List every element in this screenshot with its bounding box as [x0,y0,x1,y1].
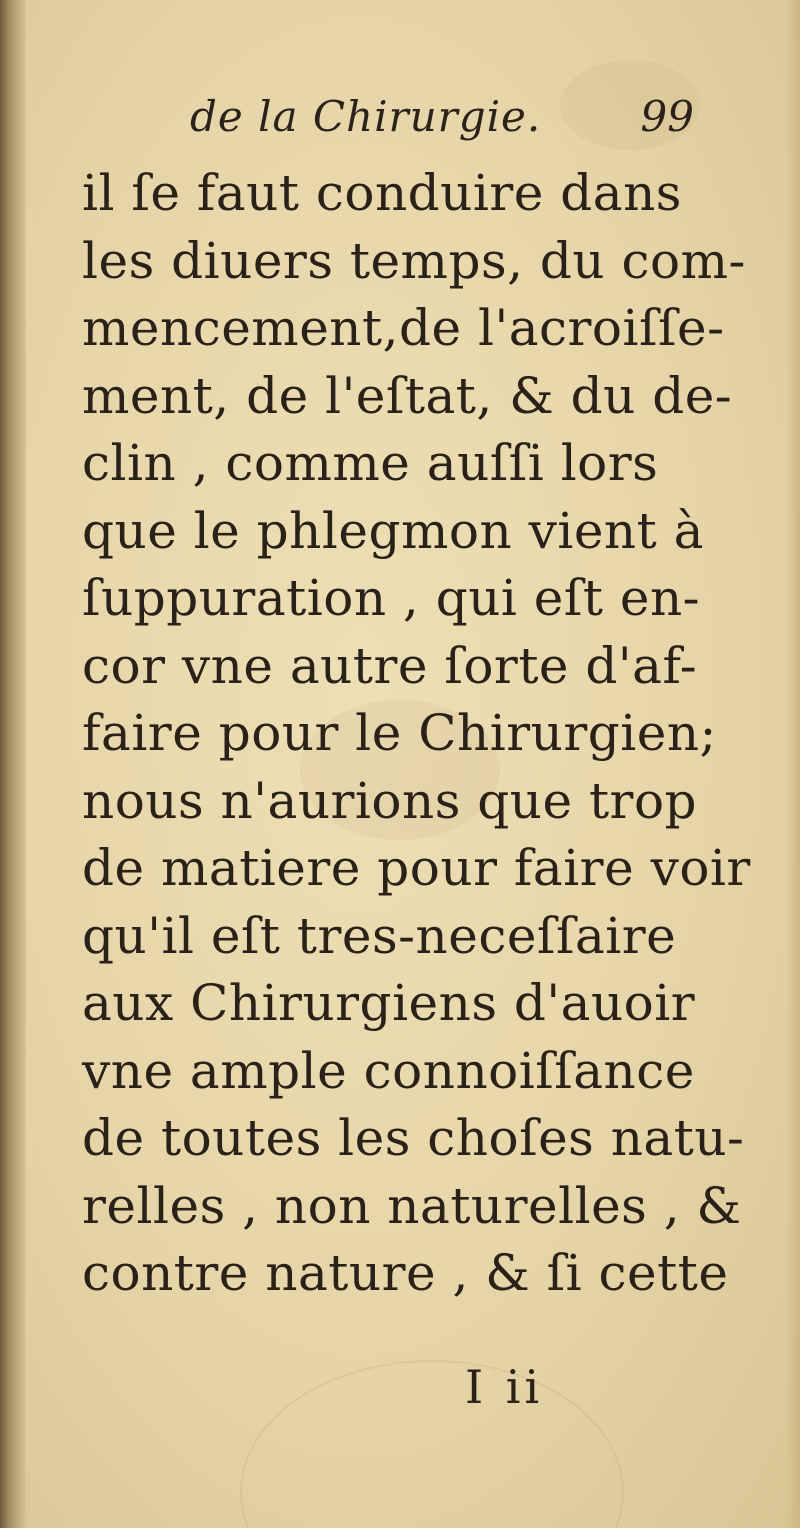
spine-shadow [0,0,26,1528]
text-line: vne ample connoiſſance [82,1041,695,1100]
bleed-through-mark [240,1360,624,1528]
text-line: contre nature , & ſi cette [82,1244,729,1302]
text-line: clin , comme auſſi lors [82,434,659,492]
text-line: ment, de l'eſtat, & du de- [82,366,733,425]
text-line: de toutes les choſes natu- [82,1109,745,1167]
text-line: que le phlegmon vient à [82,501,704,560]
page-number: 99 [640,92,694,141]
text-line: faire pour le Chirurgien; [82,704,717,762]
text-line: de matiere pour faire voir [82,839,751,897]
page-header [190,92,710,152]
text-line: relles , non naturelles , & [82,1176,742,1235]
running-title: de la Chirurgie. [190,92,542,141]
text-line: ſuppuration , qui eſt en- [82,569,701,627]
text-line: mencement,de l'acroiſſe- [82,299,725,357]
text-line: il ſe faut conduire dans [82,164,682,222]
body-text [82,160,751,1308]
text-line: aux Chirurgiens d'auoir [82,974,696,1032]
text-line: les diuers temps, du com- [82,231,746,290]
signature-mark: I ii [465,1360,544,1414]
page-edge [786,0,800,1528]
text-line: qu'il eſt tres-neceſſaire [82,906,677,965]
text-line: nous n'aurions que trop [82,771,698,830]
text-line: cor vne autre ſorte d'af- [82,636,698,695]
